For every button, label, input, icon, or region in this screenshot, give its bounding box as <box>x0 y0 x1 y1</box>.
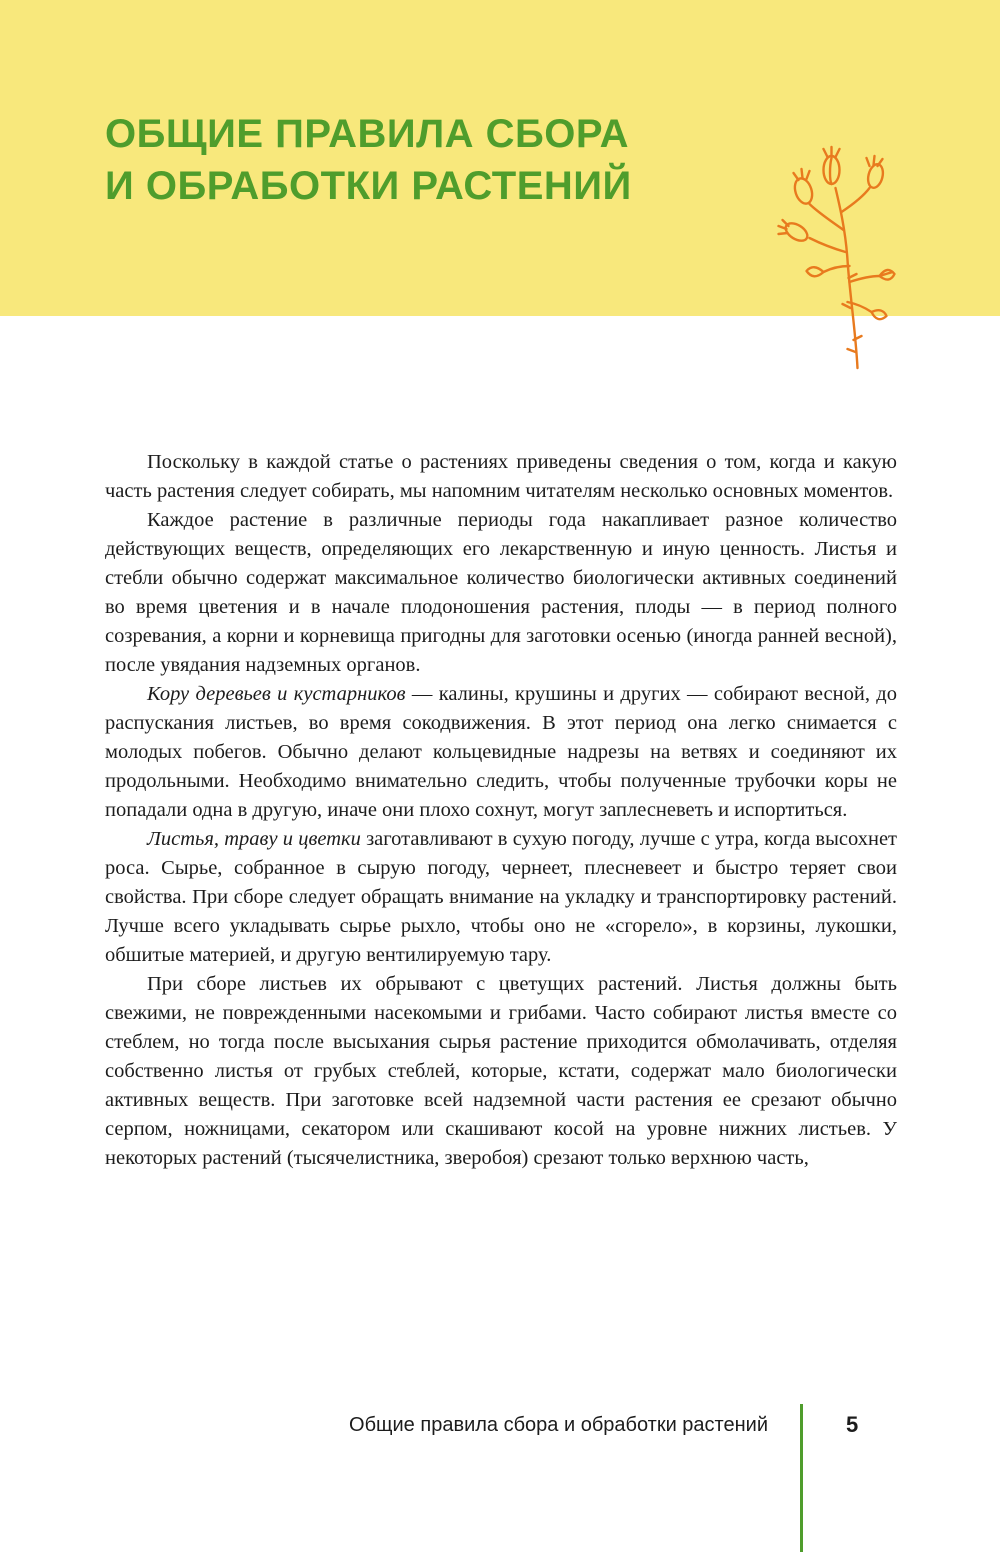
page-footer <box>0 1406 1000 1450</box>
chapter-title-line-1: ОБЩИЕ ПРАВИЛА СБОРА <box>105 112 629 156</box>
running-title: Общие правила сбора и обработки растений <box>349 1414 768 1436</box>
chapter-body <box>105 448 897 1173</box>
paragraph <box>105 680 897 825</box>
paragraph-text: Поскольку в каждой статье о растениях приведены сведения о том, когда и какую часть растения следует собирать, мы напомним читателям несколько основных моментов. <box>105 451 897 502</box>
chapter-title-line-2: И ОБРАБОТКИ РАСТЕНИЙ <box>105 164 632 208</box>
paragraph-text: — калины, крушины и других — собирают весной, до распускания листьев, во время сокодвижения. В этот период она легко снимается с молодых побегов. Обычно делают кольцевидные надрезы на ветвях и соединяют их продольными. Необходимо внимательно следить, чтобы полученные трубочки коры не попадали одна в другую, иначе они плохо сохнут, могут заплесневеть и испортиться. <box>105 683 897 821</box>
paragraph <box>105 970 897 1173</box>
rosehip-branch-illustration <box>763 90 898 370</box>
chapter-title <box>105 108 632 212</box>
paragraph-text: При сборе листьев их обрывают с цветущих растений. Листья должны быть свежими, не поврежденными насекомыми и грибами. Часто собирают листья вместе со стеблем, но тогда после высыхания сырья растение приходится обмолачивать, отделяя собственно листья от грубых стеблей, которые, кстати, содержат мало биологически активных веществ. При заготовке всей надземной части растения ее срезают обычно серпом, ножницами, секатором или скашивают косой на уровне нижних листьев. У некоторых растений (тысячелистника, зверобоя) срезают только верхнюю часть, <box>105 973 897 1169</box>
rosehip-branch-icon <box>763 90 898 370</box>
paragraph <box>105 448 897 506</box>
footer-divider-rule <box>800 1404 803 1552</box>
paragraph-text: заготавливают в сухую погоду, лучше с утра, когда высохнет роса. Сырье, собранное в сырую погоду, чернеет, плесневеет и быстро теряет свои свойства. При сборе следует обращать внимание на укладку и транспортировку растений. Лучше всего укладывать сырье рыхло, чтобы оно не «сгорело», в корзины, лукошки, обшитые материей, и другую вентилируемую тару. <box>105 828 898 966</box>
paragraph-lead-italic: Листья, траву и цветки <box>147 828 361 850</box>
paragraph-lead-italic: Кору деревьев и кустарников <box>147 683 406 705</box>
page-number: 5 <box>846 1412 859 1437</box>
paragraph-text: Каждое растение в различные периоды года накапливает разное количество действующих веществ, определяющих его лекарственную и иную ценность. Листья и стебли обычно содержат максимальное количество биологически активных соединений во время цветения и в начале плодоношения растения, плоды — в период полного созревания, а корни и корневища пригодны для заготовки осенью (иногда ранней весной), после увядания надземных органов. <box>105 509 897 676</box>
paragraph <box>105 506 897 680</box>
paragraph <box>105 825 897 970</box>
